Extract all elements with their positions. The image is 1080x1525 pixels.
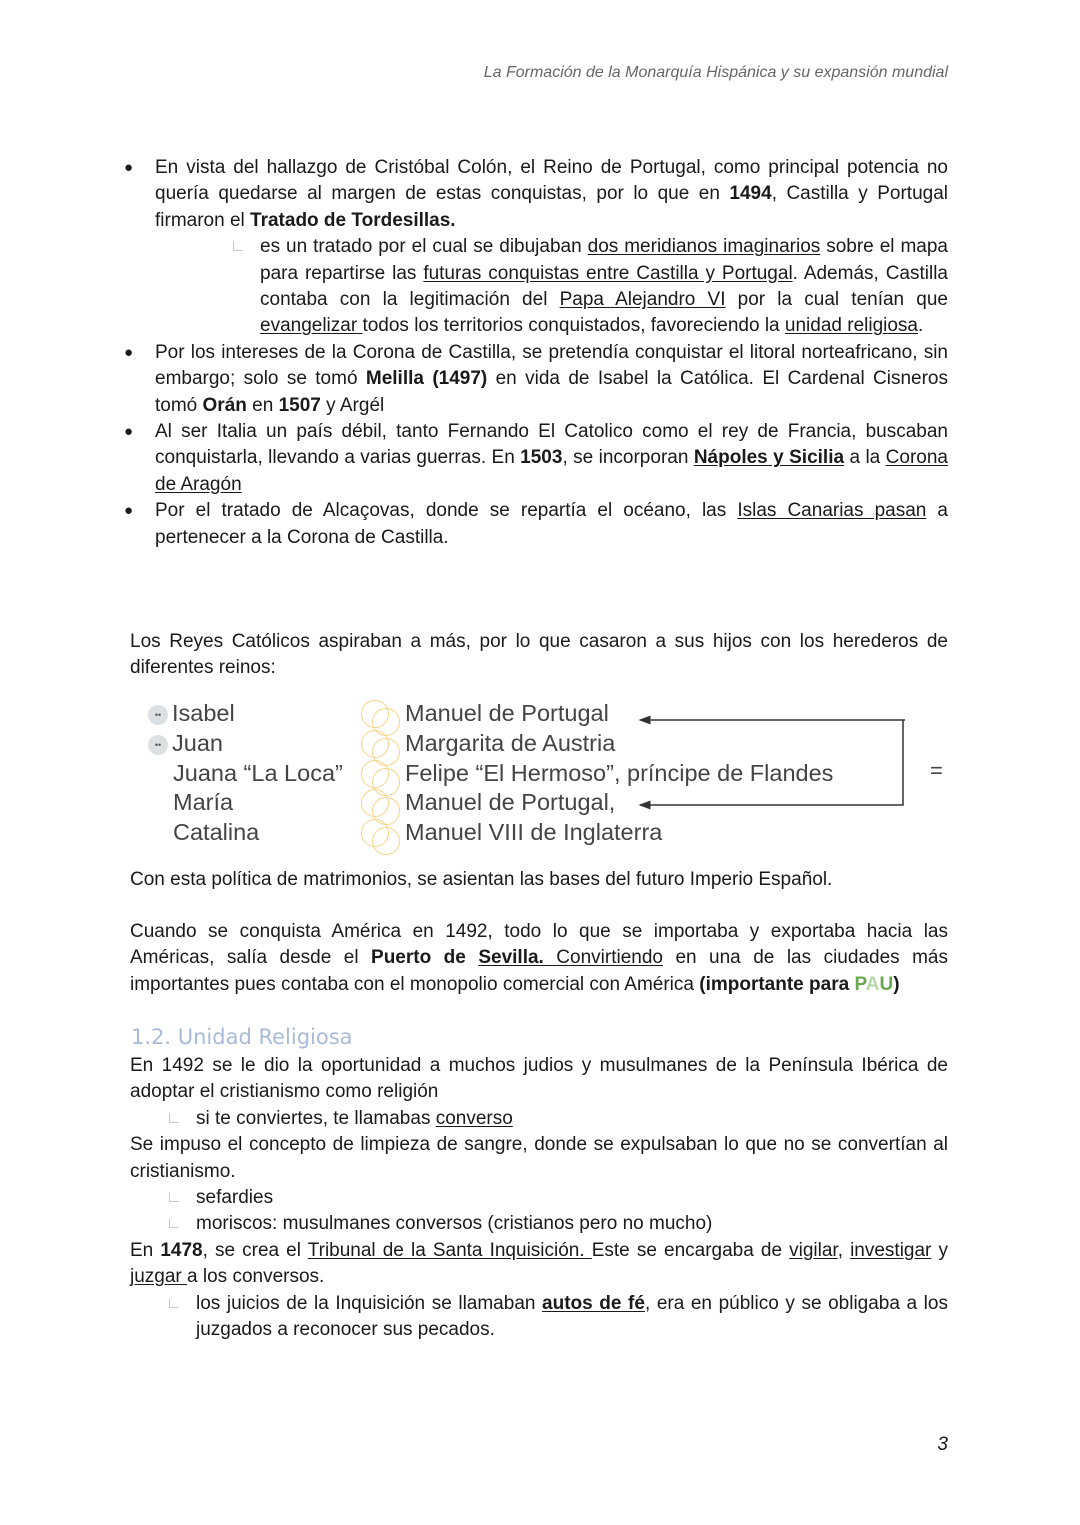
text-run: moriscos: musulmanes conversos (cristianos pero no mucho) [196,1213,713,1235]
emphasis-text: Tribunal de la Santa Inquisición. [307,1239,592,1261]
running-header: La Formación de la Monarquía Hispánica y su expansión mundial [483,64,948,81]
emphasis-text: Tratado de Tordesillas. [250,209,456,231]
text-run: , Castilla y Portugal firmaron el [155,183,948,231]
emphasis-text: futuras conquistas entre Castilla y Portugal [423,262,793,284]
emphasis-text: 1507 [278,394,321,416]
emphasis-text: Puerto de [371,947,479,969]
sub-item [166,1291,948,1344]
sub-arrow-icon: ∟ [166,1294,182,1312]
sub-arrow-icon: ∟ [166,1215,182,1233]
emphasis-text: Papa Alejandro VI [559,289,726,311]
text-run: Con esta política de matrimonios, se asientan las bases del futuro Imperio Español. [130,869,833,890]
spouse-name: Manuel de Portugal, [405,789,616,816]
text-run: a los conversos. [187,1266,325,1288]
emphasis-text: vigilar [789,1239,838,1261]
america-paragraph [130,919,948,998]
politica-paragraph [130,867,948,893]
emphasis-text: juzgar [130,1266,188,1288]
emphasis-text: ) [893,973,900,995]
text-run: , se incorporan [562,447,694,469]
emphasis-text: Islas Canarias pasan [737,500,927,522]
text-run: Por el tratado de Alcaçovas, donde se repartía el océano, las [155,500,738,522]
sub-text [196,1106,948,1132]
skull-icon: •• [148,705,168,725]
bullet-alcacovas [130,498,948,551]
text-run: Por los intereses de la Corona de Castilla, se pretendía conquistar el litoral norteafricano, sin embargo; solo se tomó [155,341,948,390]
text-run: por la cual tenían que [725,289,948,311]
emphasis-text: Corona de Aragón [155,447,948,495]
text-run: y [931,1239,948,1261]
emphasis-text: autos de fé [542,1292,645,1314]
emphasis-text: Convirtiendo [556,947,663,969]
child-name: María [173,789,234,816]
spouse-name: Manuel VIII de Inglaterra [405,819,663,846]
text-run: sobre el mapa para repartirse las [260,236,948,284]
text-run: . Además, Castilla contaba con la legitimación del [260,262,949,311]
bullet-text [155,155,948,234]
paragraph [130,1053,948,1106]
sub-item [166,1185,948,1211]
text-run: en una de las ciudades más importantes pues contaba con el monopolio comercial con América [130,947,948,995]
sub-item [230,234,948,340]
emphasis-text: P [854,973,866,995]
text-run: si te conviertes, te llamabas [196,1107,436,1129]
sub-text [196,1291,948,1344]
spouse-name: Manuel de Portugal [405,700,609,726]
emphasis-text: (importante para [699,973,855,995]
sub-item [166,1211,948,1237]
skull-icon: •• [148,735,168,755]
sub-item [166,1106,948,1132]
text-run: . [918,315,924,337]
child-name: Catalina [173,819,260,846]
child-name: Juana “La Loca” [173,759,343,786]
page-number: 3 [937,1434,948,1455]
text-run: a pertenecer a la Corona de Castilla. [155,500,948,548]
sub-arrow-icon: ∟ [166,1189,182,1207]
sub-text [196,1185,948,1211]
marriage-diagram [140,698,960,858]
bullet-text [155,498,948,551]
spouse-name: Margarita de Austria [405,729,616,756]
bullet-text [155,340,948,419]
bullet-tordesillas [130,155,948,340]
text-run: Al ser Italia un país débil, tanto Fernando El Catolico como el rey de Francia, buscaban conquistarla, llevando a varias guerras. En [155,421,948,469]
equals-sign: = [930,758,943,783]
text-run: y Argél [320,394,385,416]
emphasis-text: U [879,973,894,995]
emphasis-text: 1478 [160,1239,203,1261]
sub-arrow-icon: ∟ [166,1109,182,1127]
text-run: En [130,1239,161,1261]
emphasis-text: 1494 [729,183,772,205]
text-run: es un tratado por el cual se dibujaban [260,236,588,258]
emphasis-text: dos meridianos imaginarios [587,236,821,258]
emphasis-text: Orán [202,394,247,416]
emphasis-text: Sevilla. [478,947,557,969]
text-run: Cuando se conquista América en 1492, todo lo que se importaba y exportaba hacia las Américas, salía desde el [130,921,948,969]
emphasis-text: investigar [850,1239,932,1261]
text-run: En 1492 se le dio la oportunidad a muchos judios y musulmanes de la Península Ibérica de adoptar el cristianismo como religión [130,1055,948,1103]
bullet-section [130,155,948,551]
text-run: en vida de Isabel la Católica. El Cardenal Cisneros tomó [155,368,949,416]
text-run: , [837,1239,851,1261]
text-run: , era en público y se obligaba a los juzgados a reconocer sus pecados. [196,1292,948,1341]
text-run: a la [844,447,886,469]
text-run: sefardies [196,1187,274,1209]
emphasis-text: 1503 [520,447,563,469]
bullet-italia [130,419,948,498]
spouse-name: Felipe “El Hermoso”, príncipe de Flandes [405,759,834,786]
connector-line [640,720,905,805]
bullet-text [155,419,948,498]
emphasis-text: converso [435,1107,513,1129]
text-run: en [246,394,279,416]
child-name: Juan [172,729,223,756]
sub-arrow-icon: ∟ [230,238,246,256]
arrows-graphic [140,698,960,858]
sub-text [260,234,948,340]
emphasis-text: evangelizar [260,315,363,337]
religiosa-section [130,1053,948,1343]
text-run: En vista del hallazgo de Cristóbal Colón, el Reino de Portugal, como principal potencia no quería quedarse al margen de estas conquistas, por lo que en [155,157,948,205]
section-heading: 1.2. Unidad Religiosa [131,1025,353,1049]
text-run: Los Reyes Católicos aspiraban a más, por lo que casaron a sus hijos con los herederos de diferentes reinos: [130,631,948,679]
emphasis-text: A [865,973,880,995]
text-run: Se impuso el concepto de limpieza de sangre, donde se expulsaban lo que no se convertían al cristianismo. [130,1134,948,1182]
emphasis-text: Nápoles y Sicilia [693,447,845,469]
paragraph [130,1132,948,1185]
bullet-norteafrica [130,340,948,419]
emphasis-text: unidad religiosa [784,315,918,337]
emphasis-text: Melilla (1497) [365,368,488,390]
text-run: los juicios de la Inquisición se llamaban [196,1292,543,1314]
text-run: Este se encargaba de [591,1239,790,1261]
sub-text [196,1211,948,1237]
text-run: todos los territorios conquistados, favoreciendo la [362,315,785,337]
child-name: Isabel [172,700,235,726]
reyes-paragraph [130,629,948,682]
paragraph [130,1238,948,1291]
text-run: , se crea el [202,1239,308,1261]
